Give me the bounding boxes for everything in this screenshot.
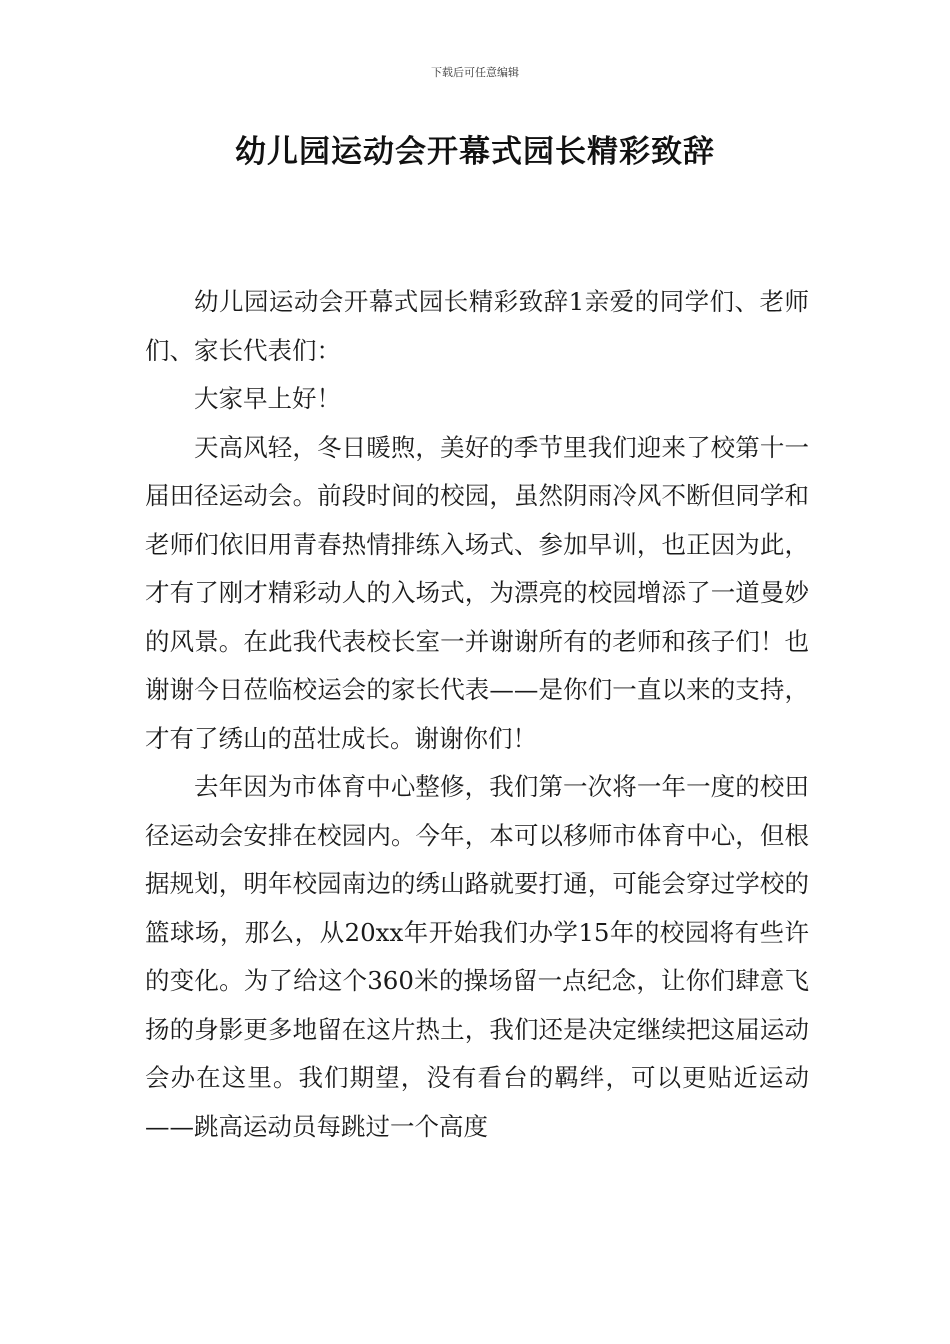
paragraph-venue: 去年因为市体育中心整修，我们第一次将一年一度的校田径运动会安排在校园内。今年，本可以移师市体育中心，但根据规划，明年校园南边的绣山路就要打通，可能会穿过学校的篮球场，那么，从20xx年开始我们办学15年的校园将有些许的变化。为了给这个360米的操场留一点纪念，让你们肆意飞扬的身影更多地留在这片热土，我们还是决定继续把这届运动会办在这里。我们期望，没有看台的羁绊，可以更贴近运动——跳高运动员每跳过一个高度 [145, 772, 809, 1141]
paragraph-greeting: 幼儿园运动会开幕式园长精彩致辞1亲爱的同学们、老师们、家长代表们： [145, 287, 809, 365]
document-body [145, 278, 809, 1151]
page-header-note: 下载后可任意编辑 [431, 66, 519, 79]
paragraph-opening: 天高风轻，冬日暖煦，美好的季节里我们迎来了校第十一届田径运动会。前段时间的校园，虽然阴雨冷风不断但同学和老师们依旧用青春热情排练入场式、参加早训，也正因为此，才有了刚才精彩动人的入场式，为漂亮的校园增添了一道曼妙的风景。在此我代表校长室一并谢谢所有的老师和孩子们！也谢谢今日莅临校运会的家长代表——是你们一直以来的支持，才有了绣山的茁壮成长。谢谢你们！ [145, 432, 809, 753]
document-title: 幼儿园运动会开幕式园长精彩致辞 [235, 134, 715, 170]
paragraph-good-morning: 大家早上好！ [194, 384, 341, 413]
